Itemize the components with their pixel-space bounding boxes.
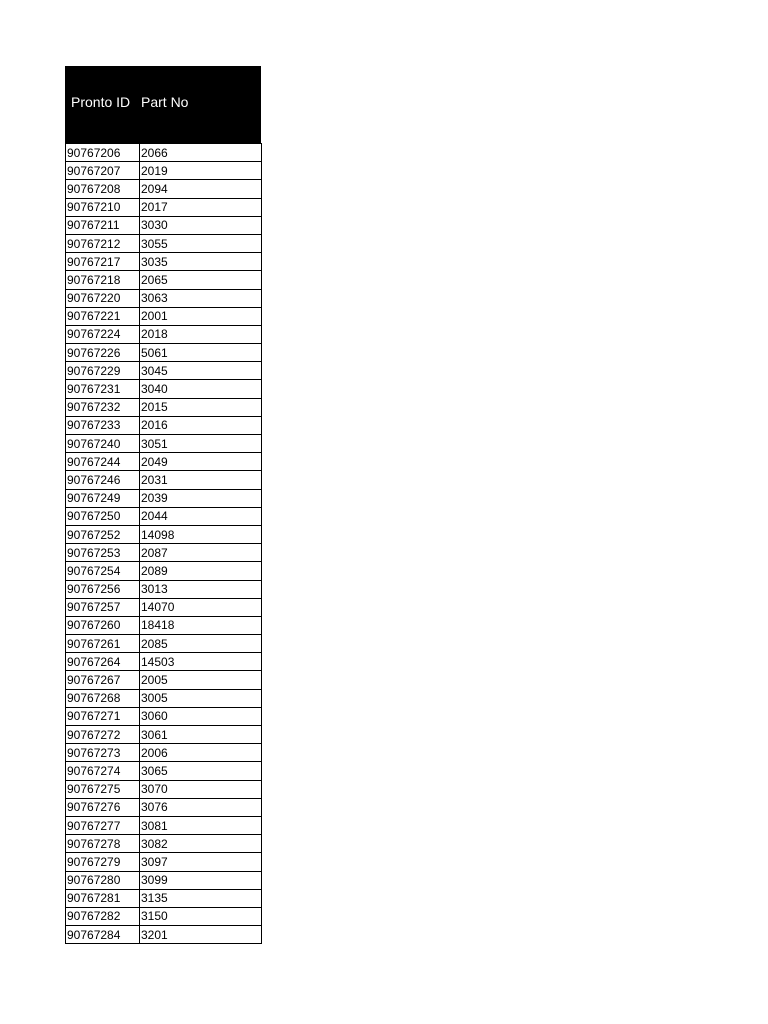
table-row bbox=[66, 398, 262, 416]
data-grid bbox=[65, 143, 262, 944]
cell-part-no[interactable]: 3040 bbox=[140, 380, 262, 398]
cell-pronto-id[interactable]: 90767217 bbox=[66, 253, 140, 271]
table-row bbox=[66, 562, 262, 580]
table-row bbox=[66, 816, 262, 834]
cell-pronto-id[interactable]: 90767206 bbox=[66, 144, 140, 162]
table-row bbox=[66, 453, 262, 471]
table-row bbox=[66, 416, 262, 434]
cell-pronto-id[interactable]: 90767226 bbox=[66, 344, 140, 362]
cell-pronto-id[interactable]: 90767257 bbox=[66, 598, 140, 616]
cell-pronto-id[interactable]: 90767229 bbox=[66, 362, 140, 380]
cell-pronto-id[interactable]: 90767271 bbox=[66, 707, 140, 725]
cell-part-no[interactable]: 3005 bbox=[140, 689, 262, 707]
cell-part-no[interactable]: 3063 bbox=[140, 289, 262, 307]
cell-part-no[interactable]: 3060 bbox=[140, 707, 262, 725]
table-row bbox=[66, 907, 262, 925]
table-row bbox=[66, 471, 262, 489]
cell-pronto-id[interactable]: 90767224 bbox=[66, 325, 140, 343]
cell-part-no[interactable]: 2005 bbox=[140, 671, 262, 689]
cell-pronto-id[interactable]: 90767256 bbox=[66, 580, 140, 598]
cell-part-no[interactable]: 3081 bbox=[140, 816, 262, 834]
cell-part-no[interactable]: 5061 bbox=[140, 344, 262, 362]
cell-pronto-id[interactable]: 90767276 bbox=[66, 798, 140, 816]
cell-part-no[interactable]: 2001 bbox=[140, 307, 262, 325]
cell-pronto-id[interactable]: 90767211 bbox=[66, 216, 140, 234]
table-row bbox=[66, 653, 262, 671]
table-row bbox=[66, 489, 262, 507]
table-row bbox=[66, 671, 262, 689]
cell-part-no[interactable]: 3035 bbox=[140, 253, 262, 271]
table-row bbox=[66, 616, 262, 634]
table-row bbox=[66, 780, 262, 798]
cell-part-no[interactable]: 3082 bbox=[140, 835, 262, 853]
table-row bbox=[66, 726, 262, 744]
table-row bbox=[66, 435, 262, 453]
table-row bbox=[66, 362, 262, 380]
cell-pronto-id[interactable]: 90767252 bbox=[66, 525, 140, 543]
cell-part-no[interactable]: 3045 bbox=[140, 362, 262, 380]
cell-part-no[interactable]: 2087 bbox=[140, 544, 262, 562]
table-row bbox=[66, 853, 262, 871]
table-row bbox=[66, 635, 262, 653]
table-row bbox=[66, 871, 262, 889]
table-row bbox=[66, 198, 262, 216]
table-row bbox=[66, 162, 262, 180]
cell-part-no[interactable]: 3055 bbox=[140, 234, 262, 252]
table-row bbox=[66, 507, 262, 525]
cell-pronto-id[interactable]: 90767282 bbox=[66, 907, 140, 925]
cell-part-no[interactable]: 3061 bbox=[140, 726, 262, 744]
table-row bbox=[66, 307, 262, 325]
table-row bbox=[66, 144, 262, 162]
cell-pronto-id[interactable]: 90767280 bbox=[66, 871, 140, 889]
cell-part-no[interactable]: 3201 bbox=[140, 926, 262, 944]
cell-pronto-id[interactable]: 90767250 bbox=[66, 507, 140, 525]
table-row bbox=[66, 580, 262, 598]
table-row bbox=[66, 344, 262, 362]
cell-pronto-id[interactable]: 90767233 bbox=[66, 416, 140, 434]
table-row bbox=[66, 744, 262, 762]
cell-part-no[interactable]: 3150 bbox=[140, 907, 262, 925]
cell-part-no[interactable]: 2019 bbox=[140, 162, 262, 180]
cell-pronto-id[interactable]: 90767264 bbox=[66, 653, 140, 671]
cell-pronto-id[interactable]: 90767278 bbox=[66, 835, 140, 853]
cell-part-no[interactable]: 2031 bbox=[140, 471, 262, 489]
cell-pronto-id[interactable]: 90767221 bbox=[66, 307, 140, 325]
table-row bbox=[66, 798, 262, 816]
table-body bbox=[66, 144, 262, 944]
cell-part-no[interactable]: 3099 bbox=[140, 871, 262, 889]
cell-pronto-id[interactable]: 90767232 bbox=[66, 398, 140, 416]
spreadsheet-table bbox=[65, 66, 261, 944]
table-row bbox=[66, 271, 262, 289]
table-row bbox=[66, 380, 262, 398]
cell-pronto-id[interactable]: 90767244 bbox=[66, 453, 140, 471]
cell-part-no[interactable]: 3051 bbox=[140, 435, 262, 453]
cell-part-no[interactable]: 14503 bbox=[140, 653, 262, 671]
cell-pronto-id[interactable]: 90767246 bbox=[66, 471, 140, 489]
cell-pronto-id[interactable]: 90767240 bbox=[66, 435, 140, 453]
cell-pronto-id[interactable]: 90767268 bbox=[66, 689, 140, 707]
table-row bbox=[66, 707, 262, 725]
cell-part-no[interactable]: 2006 bbox=[140, 744, 262, 762]
cell-part-no[interactable]: 3097 bbox=[140, 853, 262, 871]
cell-part-no[interactable]: 2016 bbox=[140, 416, 262, 434]
cell-part-no[interactable]: 3076 bbox=[140, 798, 262, 816]
cell-pronto-id[interactable]: 90767260 bbox=[66, 616, 140, 634]
cell-part-no[interactable]: 2044 bbox=[140, 507, 262, 525]
table-row bbox=[66, 889, 262, 907]
table-row bbox=[66, 216, 262, 234]
cell-pronto-id[interactable]: 90767210 bbox=[66, 198, 140, 216]
cell-part-no[interactable]: 3135 bbox=[140, 889, 262, 907]
table-row bbox=[66, 525, 262, 543]
column-header-pronto-id: Pronto ID bbox=[71, 93, 131, 110]
cell-part-no[interactable]: 2018 bbox=[140, 325, 262, 343]
cell-part-no[interactable]: 14098 bbox=[140, 525, 262, 543]
cell-part-no[interactable]: 2065 bbox=[140, 271, 262, 289]
cell-pronto-id[interactable]: 90767220 bbox=[66, 289, 140, 307]
table-row bbox=[66, 253, 262, 271]
cell-pronto-id[interactable]: 90767277 bbox=[66, 816, 140, 834]
cell-part-no[interactable]: 14070 bbox=[140, 598, 262, 616]
table-row bbox=[66, 762, 262, 780]
column-header-part-no: Part No bbox=[141, 93, 189, 110]
cell-part-no[interactable]: 3013 bbox=[140, 580, 262, 598]
cell-part-no[interactable]: 2049 bbox=[140, 453, 262, 471]
cell-pronto-id[interactable]: 90767267 bbox=[66, 671, 140, 689]
cell-part-no[interactable]: 2094 bbox=[140, 180, 262, 198]
cell-pronto-id[interactable]: 90767218 bbox=[66, 271, 140, 289]
cell-pronto-id[interactable]: 90767254 bbox=[66, 562, 140, 580]
cell-pronto-id[interactable]: 90767272 bbox=[66, 726, 140, 744]
table-row bbox=[66, 689, 262, 707]
cell-part-no[interactable]: 3030 bbox=[140, 216, 262, 234]
cell-pronto-id[interactable]: 90767261 bbox=[66, 635, 140, 653]
cell-pronto-id[interactable]: 90767281 bbox=[66, 889, 140, 907]
cell-pronto-id[interactable]: 90767274 bbox=[66, 762, 140, 780]
cell-part-no[interactable]: 2017 bbox=[140, 198, 262, 216]
cell-pronto-id[interactable]: 90767249 bbox=[66, 489, 140, 507]
cell-pronto-id[interactable]: 90767207 bbox=[66, 162, 140, 180]
cell-part-no[interactable]: 2015 bbox=[140, 398, 262, 416]
table-row bbox=[66, 835, 262, 853]
cell-pronto-id[interactable]: 90767253 bbox=[66, 544, 140, 562]
cell-part-no[interactable]: 2039 bbox=[140, 489, 262, 507]
cell-part-no[interactable]: 18418 bbox=[140, 616, 262, 634]
table-row bbox=[66, 544, 262, 562]
cell-pronto-id[interactable]: 90767208 bbox=[66, 180, 140, 198]
cell-pronto-id[interactable]: 90767279 bbox=[66, 853, 140, 871]
cell-part-no[interactable]: 3070 bbox=[140, 780, 262, 798]
cell-pronto-id[interactable]: 90767275 bbox=[66, 780, 140, 798]
cell-part-no[interactable]: 2085 bbox=[140, 635, 262, 653]
cell-part-no[interactable]: 3065 bbox=[140, 762, 262, 780]
table-row bbox=[66, 180, 262, 198]
table-header bbox=[65, 66, 261, 143]
table-row bbox=[66, 289, 262, 307]
cell-part-no[interactable]: 2089 bbox=[140, 562, 262, 580]
table-row bbox=[66, 234, 262, 252]
cell-pronto-id[interactable]: 90767212 bbox=[66, 234, 140, 252]
cell-part-no[interactable]: 2066 bbox=[140, 144, 262, 162]
cell-pronto-id[interactable]: 90767284 bbox=[66, 926, 140, 944]
table-row bbox=[66, 325, 262, 343]
table-row bbox=[66, 926, 262, 944]
cell-pronto-id[interactable]: 90767231 bbox=[66, 380, 140, 398]
cell-pronto-id[interactable]: 90767273 bbox=[66, 744, 140, 762]
table-row bbox=[66, 598, 262, 616]
